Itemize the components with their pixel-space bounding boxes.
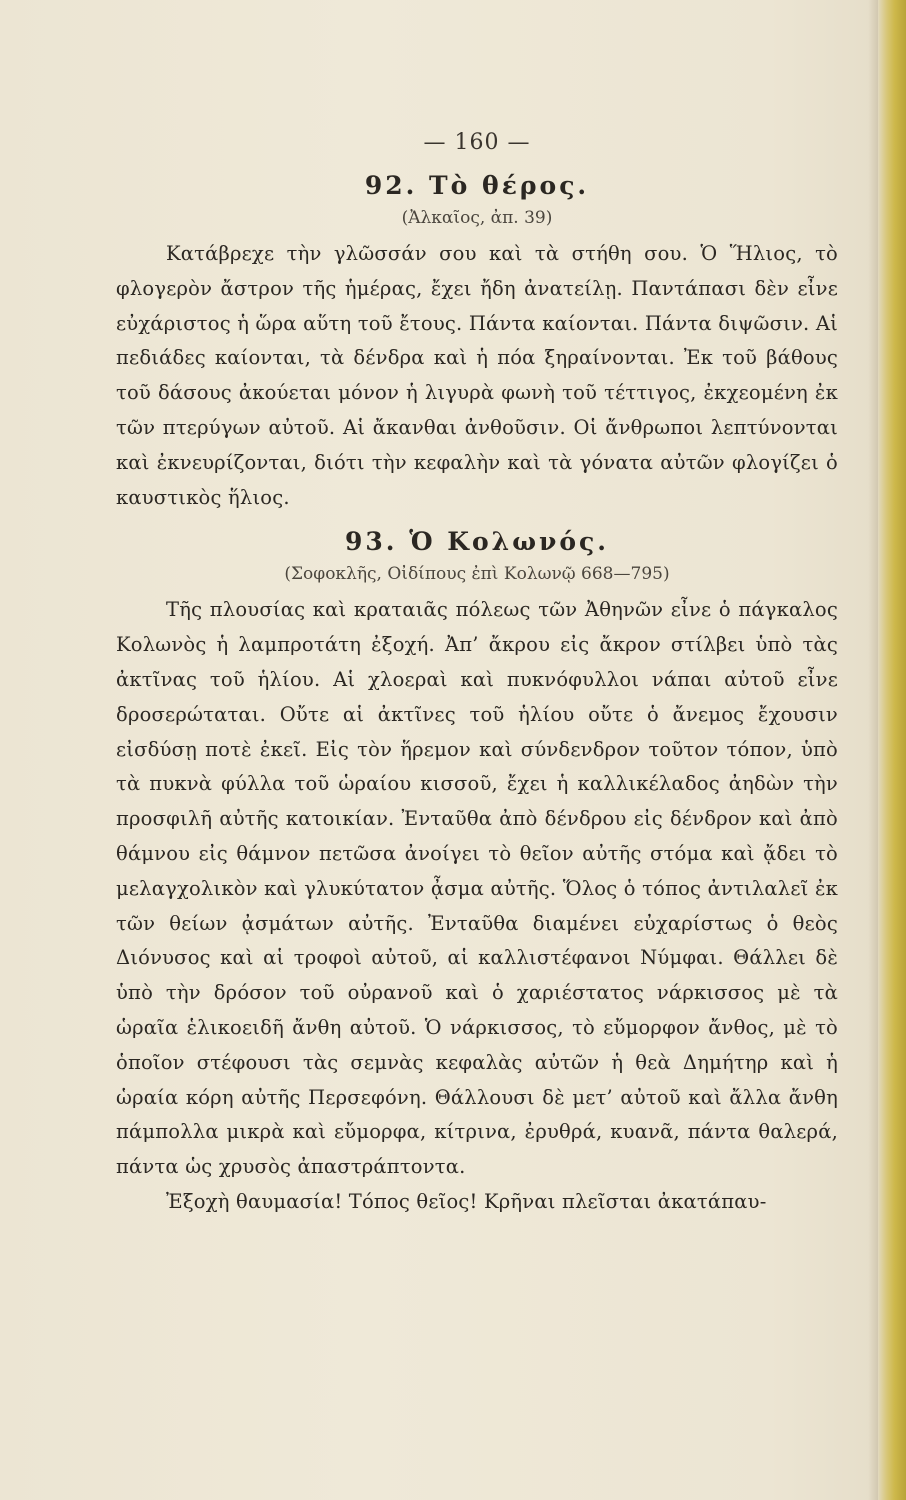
paragraph: Κατάβρεχε τὴν γλῶσσάν σου καὶ τὰ στήθη σου. Ὁ Ἥλιος, τὸ φλογερὸν ἄστρον τῆς ἡμέρας, ἔχει ἤδη ἀνατείλῃ. Παντάπασι δὲν εἶνε εὐχάριστος ἡ ὥρα αὕτη τοῦ ἔτους. Πάντα καίονται. Πάντα διψῶσιν. Αἱ πεδιάδες καίονται, τὰ δένδρα καὶ ἡ πόα ξηραίνονται. Ἐκ τοῦ βάθους τοῦ δάσους ἀκούεται μόνον ἡ λιγυρὰ φωνὴ τοῦ τέττιγος, ἐκχεομένη ἐκ τῶν πτερύγων αὐτοῦ. Αἱ ἄκανθαι ἀνθοῦσιν. Οἱ ἄνθρωποι λεπτύνονται καὶ ἐκνευρίζονται, διότι τὴν κεφαλὴν καὶ τὰ γόνατα αὐτῶν φλογίζει ὁ καυστικὸς ἥλιος. bbox=[116, 242, 838, 509]
page-gutter-shadow bbox=[868, 0, 878, 1500]
paragraph: Τῆς πλουσίας καὶ κραταιᾶς πόλεως τῶν Ἀθηνῶν εἶνε ὁ πάγκαλος Κολωνὸς ἡ λαμπροτάτη ἐξοχή. Ἀπ’ ἄκρου εἰς ἄκρον στίλβει ὑπὸ τὰς ἀκτῖνας τοῦ ἡλίου. Αἱ χλοεραὶ καὶ πυκνόφυλλοι νάπαι αὐτοῦ εἶνε δροσερώταται. Οὔτε αἱ ἀκτῖνες τοῦ ἡλίου οὔτε ὁ ἄνεμος ἔχουσιν εἰσδύσῃ ποτὲ ἐκεῖ. Εἰς τὸν ἥρεμον καὶ σύνδενδρον τοῦτον τόπον, ὑπὸ τὰ πυκνὰ φύλλα τοῦ ὡραίου κισσοῦ, ἔχει ἡ καλλικέλαδος ἀηδὼν τὴν προσφιλῆ αὐτῆς κατοικίαν. Ἐνταῦθα ἀπὸ δένδρου εἰς δένδρον καὶ ἀπὸ θάμνου εἰς θάμνον πετῶσα ἀνοίγει τὸ θεῖον αὐτῆς στόμα καὶ ᾄδει τὸ μελαγχολικὸν καὶ γλυκύτατον ᾆσμα αὐτῆς. Ὅλος ὁ τόπος ἀντιλαλεῖ ἐκ τῶν θείων ᾀσμάτων αὐτῆς. Ἐνταῦθα διαμένει εὐχαρίστως ὁ θεὸς Διόνυσος καὶ αἱ τροφοὶ αὐτοῦ, αἱ καλλιστέφανοι Νύμφαι. Θάλλει δὲ ὑπὸ τὴν δρόσον τοῦ οὐρανοῦ καὶ ὁ χαριέστατος νάρκισσος μὲ τὰ ὡραῖα ἑλικοειδῆ ἄνθη αὐτοῦ. Ὁ νάρκισσος, τὸ εὔμορφον ἄνθος, μὲ τὸ ὁποῖον στέφουσι τὰς σεμνὰς κεφαλὰς αὐτῶν ἡ θεὰ Δημήτηρ καὶ ἡ ὡραία κόρη αὐτῆς Περσεφόνη. Θάλλουσι δὲ μετ’ αὐτοῦ καὶ ἄλλα ἄνθη πάμπολλα μικρὰ καὶ εὔμορφα, κίτρινα, ἐρυθρά, κυανᾶ, πάντα θαλερά, πάντα ὡς χρυσὸς ἀπαστράπτοντα. bbox=[116, 598, 838, 1179]
page-content bbox=[116, 130, 838, 1220]
page-number: — 160 — bbox=[423, 130, 531, 155]
section-kolonos bbox=[116, 523, 838, 1219]
section-summer bbox=[116, 167, 838, 515]
section-source: (Σοφοκλῆς, Οἰδίπους ἐπὶ Κολωνῷ 668—795) bbox=[284, 564, 670, 585]
section-title: 92. Τὸ θέρος. bbox=[364, 171, 590, 200]
paragraph: Ἐξοχὴ θαυμασία! Τόπος θεῖος! Κρῆναι πλεῖσται ἀκατάπαυ- bbox=[166, 1189, 767, 1213]
section-source: (Ἀλκαῖος, ἀπ. 39) bbox=[401, 208, 553, 228]
section-title: 93. Ὁ Κολωνός. bbox=[345, 527, 609, 557]
gilt-page-edge bbox=[878, 0, 906, 1500]
